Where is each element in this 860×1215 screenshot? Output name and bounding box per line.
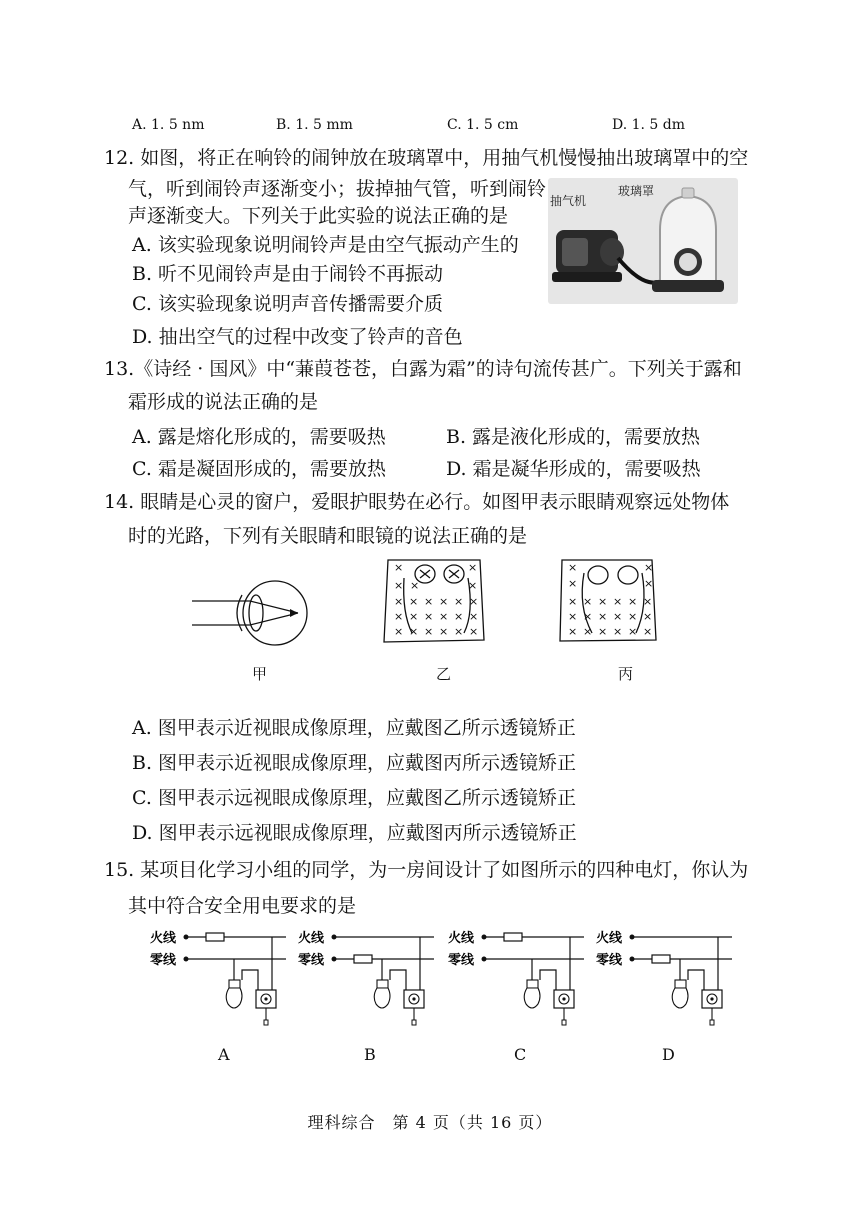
live-wire-label: 火线 (596, 931, 623, 946)
figure-label-bing: 丙 (618, 665, 634, 683)
cross-mark: × (454, 610, 464, 623)
q14-stem-line-1: 14. 眼睛是心灵的窗户，爱眼护眼势在必行。如图甲表示眼睛观察远处物体 (104, 491, 730, 513)
q14-option-a: A. 图甲表示近视眼成像原理，应戴图乙所示透镜矫正 (132, 717, 576, 739)
live-wire-label: 火线 (298, 931, 325, 946)
q13-stem-line-2: 霜形成的说法正确的是 (128, 391, 319, 413)
q14-option-b: B. 图甲表示近视眼成像原理，应戴图丙所示透镜矫正 (132, 752, 577, 774)
q11-option-c: C. 1. 5 cm (447, 117, 519, 133)
q13-option-c: C. 霜是凝固形成的，需要放热 (132, 458, 386, 480)
q12-option-b: B. 听不见闹铃声是由于闹铃不再振动 (132, 263, 444, 285)
page-footer: 理科综合 第 4 页（共 16 页） (307, 1113, 553, 1132)
eye-and-lens-figures (180, 555, 700, 655)
cross-mark: × (409, 625, 419, 638)
cross-mark: × (468, 561, 478, 574)
cross-mark: × (468, 579, 478, 592)
q14-option-d: D. 图甲表示远视眼成像原理，应戴图丙所示透镜矫正 (132, 822, 577, 844)
cross-mark: × (409, 610, 419, 623)
live-wire-label: 火线 (448, 931, 475, 946)
cross-mark: × (598, 625, 608, 638)
q12-option-d: D. 抽出空气的过程中改变了铃声的音色 (132, 326, 463, 348)
cross-mark: × (439, 625, 449, 638)
cross-mark: × (644, 577, 654, 590)
q13-option-d: D. 霜是凝华形成的，需要吸热 (446, 458, 701, 480)
circuit-label-b: B (364, 1045, 376, 1064)
cross-mark: × (568, 610, 578, 623)
cross-mark: × (424, 625, 434, 638)
jar-label: 玻璃罩 (618, 184, 655, 198)
cross-mark: × (410, 579, 420, 592)
q13-stem-line-1: 13.《诗经 · 国风》中“蒹葭苍苍，白露为霜”的诗句流传甚广。下列关于露和 (104, 358, 742, 380)
circuit-a (150, 930, 286, 1025)
cross-mark: × (613, 610, 623, 623)
q12-stem-line-2: 气，听到闹铃声逐渐变小；拔掉抽气管，听到闹铃 (128, 178, 547, 200)
bulb-icon (524, 988, 540, 1008)
q13-option-b: B. 露是液化形成的，需要放热 (446, 426, 701, 448)
cross-mark: × (424, 595, 434, 608)
q12-stem-line-1: 12. 如图，将正在响铃的闹钟放在玻璃罩中，用抽气机慢慢抽出玻璃罩中的空 (104, 147, 749, 169)
bulb-icon (374, 988, 390, 1008)
cross-mark: × (598, 595, 608, 608)
cross-mark: × (613, 625, 623, 638)
cross-mark: × (394, 610, 404, 623)
cross-mark: × (644, 561, 654, 574)
q12-option-a: A. 该实验现象说明闹铃声是由空气振动产生的 (132, 234, 519, 256)
q11-option-d: D. 1. 5 dm (612, 117, 686, 133)
circuit-c (448, 930, 584, 1025)
cross-mark: × (643, 610, 653, 623)
cross-mark: × (583, 625, 593, 638)
cross-mark: × (628, 625, 638, 638)
cross-mark: × (568, 625, 578, 638)
circuit-label-d: D (662, 1045, 675, 1064)
circuit-b (298, 930, 434, 1025)
cross-mark: × (613, 595, 623, 608)
cross-mark: × (439, 610, 449, 623)
cross-mark: × (394, 579, 404, 592)
q12-stem-line-3: 声逐渐变大。下列关于此实验的说法正确的是 (128, 205, 509, 227)
q12-option-c: C. 该实验现象说明声音传播需要介质 (132, 293, 443, 315)
cross-mark: × (424, 610, 434, 623)
bulb-icon (672, 988, 688, 1008)
cross-mark: × (628, 595, 638, 608)
pump-label: 抽气机 (550, 194, 587, 208)
cross-mark: × (598, 610, 608, 623)
live-wire-label: 火线 (150, 931, 177, 946)
cross-mark: × (628, 610, 638, 623)
cross-mark: × (568, 595, 578, 608)
q11-option-a: A. 1. 5 nm (132, 117, 205, 133)
circuit-d (596, 930, 732, 1025)
cross-mark: × (394, 595, 404, 608)
cross-mark: × (394, 561, 404, 574)
cross-mark: × (409, 595, 419, 608)
q11-option-b: B. 1. 5 mm (276, 117, 353, 133)
cross-mark: × (394, 625, 404, 638)
q15-stem-line-1: 15. 某项目化学习小组的同学，为一房间设计了如图所示的四种电灯，你认为 (104, 859, 749, 881)
q13-option-a: A. 露是熔化形成的，需要吸热 (132, 426, 386, 448)
cross-mark: × (469, 625, 479, 638)
neutral-wire-label: 零线 (298, 953, 325, 968)
cross-mark: × (469, 595, 479, 608)
q14-option-c: C. 图甲表示远视眼成像原理，应戴图乙所示透镜矫正 (132, 787, 576, 809)
cross-mark: × (568, 561, 578, 574)
figure-label-jia: 甲 (252, 665, 268, 683)
vacuum-pump-bell-jar-photo (548, 178, 738, 304)
cross-mark: × (469, 610, 479, 623)
cross-mark: × (439, 595, 449, 608)
q15-stem-line-2: 其中符合安全用电要求的是 (128, 895, 357, 917)
cross-mark: × (583, 610, 593, 623)
circuit-label-a: A (218, 1045, 230, 1064)
neutral-wire-label: 零线 (596, 953, 623, 968)
cross-mark: × (643, 595, 653, 608)
circuit-diagrams (150, 922, 750, 1032)
cross-mark: × (583, 595, 593, 608)
cross-mark: × (454, 625, 464, 638)
neutral-wire-label: 零线 (150, 953, 177, 968)
bulb-icon (226, 988, 242, 1008)
cross-mark: × (568, 577, 578, 590)
cross-mark: × (643, 625, 653, 638)
cross-mark: × (454, 595, 464, 608)
figure-label-yi: 乙 (436, 665, 452, 683)
circuit-label-c: C (514, 1045, 527, 1064)
eye-diagram (192, 581, 307, 645)
q14-stem-line-2: 时的光路，下列有关眼睛和眼镜的说法正确的是 (128, 525, 528, 547)
neutral-wire-label: 零线 (448, 953, 475, 968)
